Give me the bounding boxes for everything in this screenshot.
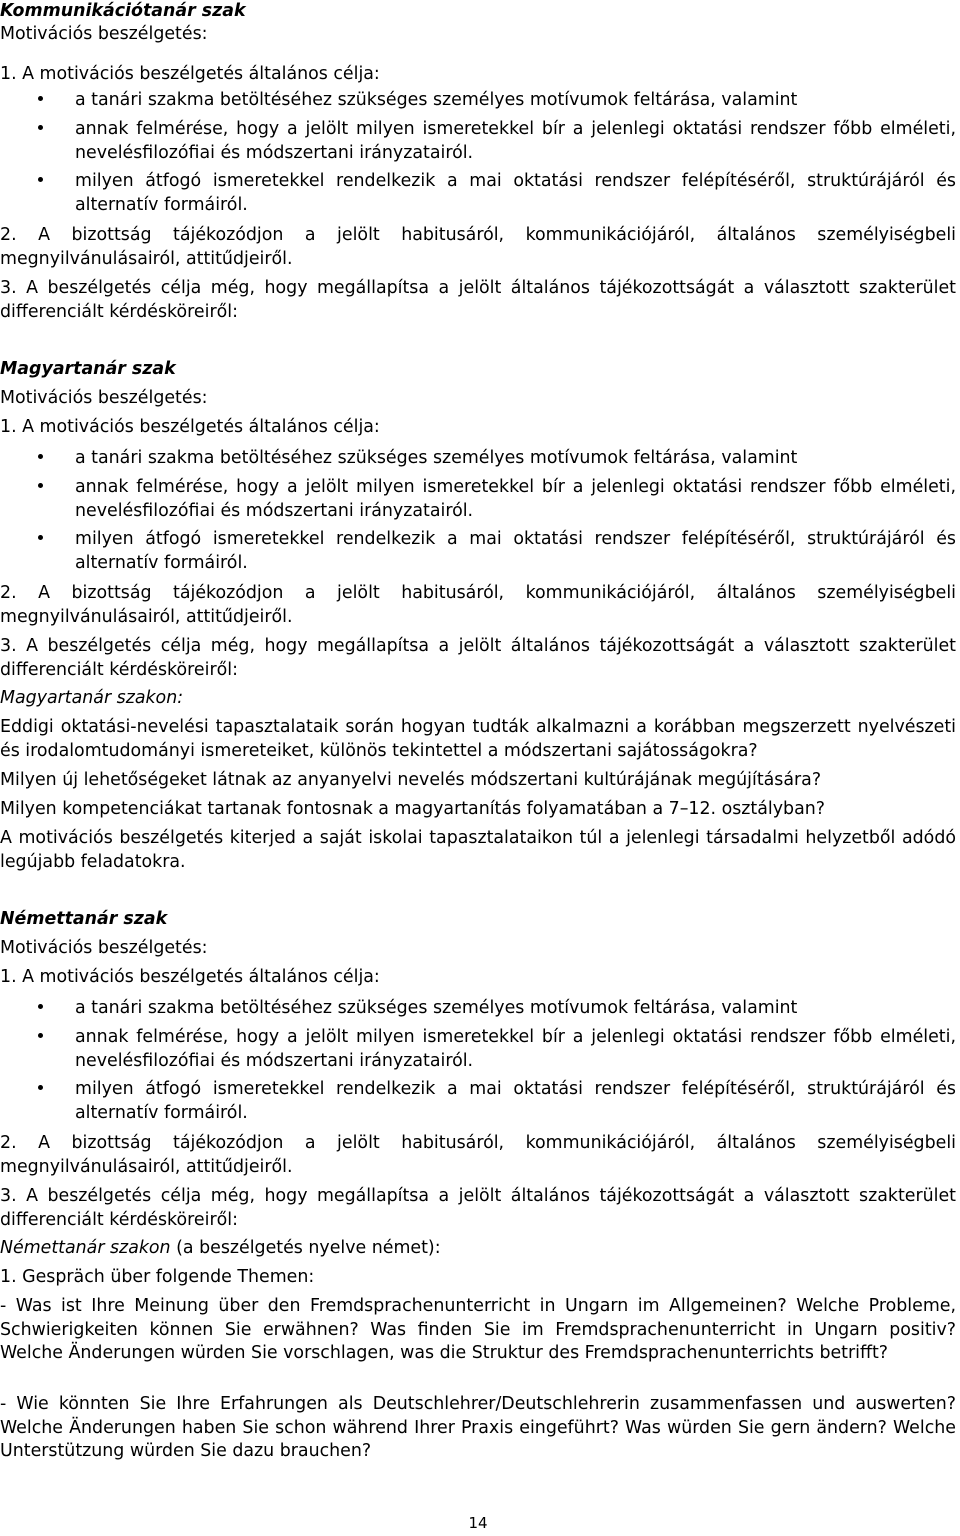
bullet-icon [34, 476, 46, 500]
page-number: 14 [468, 1514, 488, 1532]
paragraph-2: 2. A bizottság tájékozódjon a jelölt habitusáról, kommunikációjáról, általános személyiségbeli megnyilvánulásairól, attitűdjeiről. [0, 583, 956, 627]
paragraph-3: 3. A beszélgetés célja még, hogy megállapítsa a jelölt általános tájékozottságát a választott szakterület differenciált kérdésköreiről: [0, 1186, 956, 1230]
bullet-icon [34, 89, 46, 113]
paragraph-1: 1. A motivációs beszélgetés általános célja: [0, 967, 380, 987]
paragraph-3: 3. A beszélgetés célja még, hogy megállapítsa a jelölt általános tájékozottságát a választott szakterület differenciált kérdésköreiről: [0, 636, 956, 680]
bullet-text: a tanári szakma betöltéséhez szükséges személyes motívumok feltárása, valamint [75, 998, 798, 1018]
subsection-label: Magyartanár szakon: [0, 688, 184, 708]
paragraph-2: 2. A bizottság tájékozódjon a jelölt habitusáról, kommunikációjáról, általános személyiségbeli megnyilvánulásairól, attitűdjeiről. [0, 1133, 956, 1177]
question-paragraph: Eddigi oktatási-nevelési tapasztalataik során hogyan tudták alkalmazni a korábban megszerzett nyelvészeti és irodalomtudományi ismereteiket, különös tekintettel a módszertani sajátosságokra? [0, 717, 956, 761]
paragraph-2: 2. A bizottság tájékozódjon a jelölt habitusáról, kommunikációjáról, általános személyiségbeli megnyilvánulásairól, attitűdjeiről. [0, 225, 956, 269]
paragraph-3: 3. A beszélgetés célja még, hogy megállapítsa a jelölt általános tájékozottságát a választott szakterület differenciált kérdésköreiről: [0, 278, 956, 322]
question-paragraph: Milyen új lehetőségeket látnak az anyanyelvi nevelés módszertani kultúrájának megújítására? [0, 770, 822, 790]
question-paragraph: A motivációs beszélgetés kiterjed a saját iskolai tapasztalataikon túl a jelenlegi társadalmi helyzetből adódó legújabb feladatokra. [0, 828, 956, 872]
bullet-icon [34, 997, 46, 1021]
section-subtitle: Motivációs beszélgetés: [0, 388, 208, 408]
bullet-icon [34, 447, 46, 471]
german-heading: 1. Gespräch über folgende Themen: [0, 1267, 315, 1287]
bullet-text: annak felmérése, hogy a jelölt milyen ismeretekkel bír a jelenlegi oktatási rendszer főbb elméleti, nevelésfilozófiai és módszertani irányzatairól. [75, 1027, 956, 1071]
section-title-magyar: Magyartanár szak [0, 359, 176, 379]
bullet-icon [34, 1026, 46, 1050]
bullet-text: a tanári szakma betöltéséhez szükséges személyes motívumok feltárása, valamint [75, 448, 798, 468]
bullet-text: milyen átfogó ismeretekkel rendelkezik a mai oktatási rendszer felépítéséről, struktúrájáról és alternatív formáiról. [75, 1079, 956, 1123]
section-title-kommunikacio: Kommunikációtanár szak [0, 1, 246, 21]
german-paragraph: - Wie könnten Sie Ihre Erfahrungen als Deutschlehrer/Deutschlehrerin zusammenfassen und auswerten? Welche Änderungen haben Sie schon während Ihrer Praxis eingeführt? Was würden Sie gern ändern? Welche Unterstützung würden Sie dazu brauchen? [0, 1394, 956, 1461]
bullet-text: milyen átfogó ismeretekkel rendelkezik a mai oktatási rendszer felépítéséről, struktúrájáról és alternatív formáiról. [75, 529, 956, 573]
paragraph-1: 1. A motivációs beszélgetés általános célja: [0, 64, 380, 84]
bullet-text: a tanári szakma betöltéséhez szükséges személyes motívumok feltárása, valamint [75, 90, 798, 110]
bullet-icon [34, 170, 46, 194]
section-subtitle: Motivációs beszélgetés: [0, 24, 208, 44]
bullet-icon [34, 528, 46, 552]
german-paragraph: - Was ist Ihre Meinung über den Fremdsprachenunterricht in Ungarn im Allgemeinen? Welche Probleme, Schwierigkeiten können Sie erwähnen? Was finden Sie im Fremdsprachenunterricht in Ungarn positiv? Welche Änderungen würden Sie vorschlagen, was die Struktur des Fremdsprachenunterrichts betrifft? [0, 1296, 956, 1363]
subsection-label [0, 1237, 956, 1261]
subsection-label-italic: Némettanár szakon [0, 1238, 171, 1258]
section-title-nemet: Némettanár szak [0, 909, 168, 929]
bullet-icon [34, 118, 46, 142]
paragraph-1: 1. A motivációs beszélgetés általános célja: [0, 417, 380, 437]
bullet-icon [34, 1078, 46, 1102]
bullet-text: milyen átfogó ismeretekkel rendelkezik a mai oktatási rendszer felépítéséről, struktúrájáról és alternatív formáiról. [75, 171, 956, 215]
subsection-label-rest: (a beszélgetés nyelve német): [170, 1238, 441, 1258]
bullet-text: annak felmérése, hogy a jelölt milyen ismeretekkel bír a jelenlegi oktatási rendszer főbb elméleti, nevelésfilozófiai és módszertani irányzatairól. [75, 477, 956, 521]
section-subtitle: Motivációs beszélgetés: [0, 938, 208, 958]
bullet-text: annak felmérése, hogy a jelölt milyen ismeretekkel bír a jelenlegi oktatási rendszer főbb elméleti, nevelésfilozófiai és módszertani irányzatairól. [75, 119, 956, 163]
question-paragraph: Milyen kompetenciákat tartanak fontosnak a magyartanítás folyamatában a 7–12. osztályban? [0, 799, 825, 819]
